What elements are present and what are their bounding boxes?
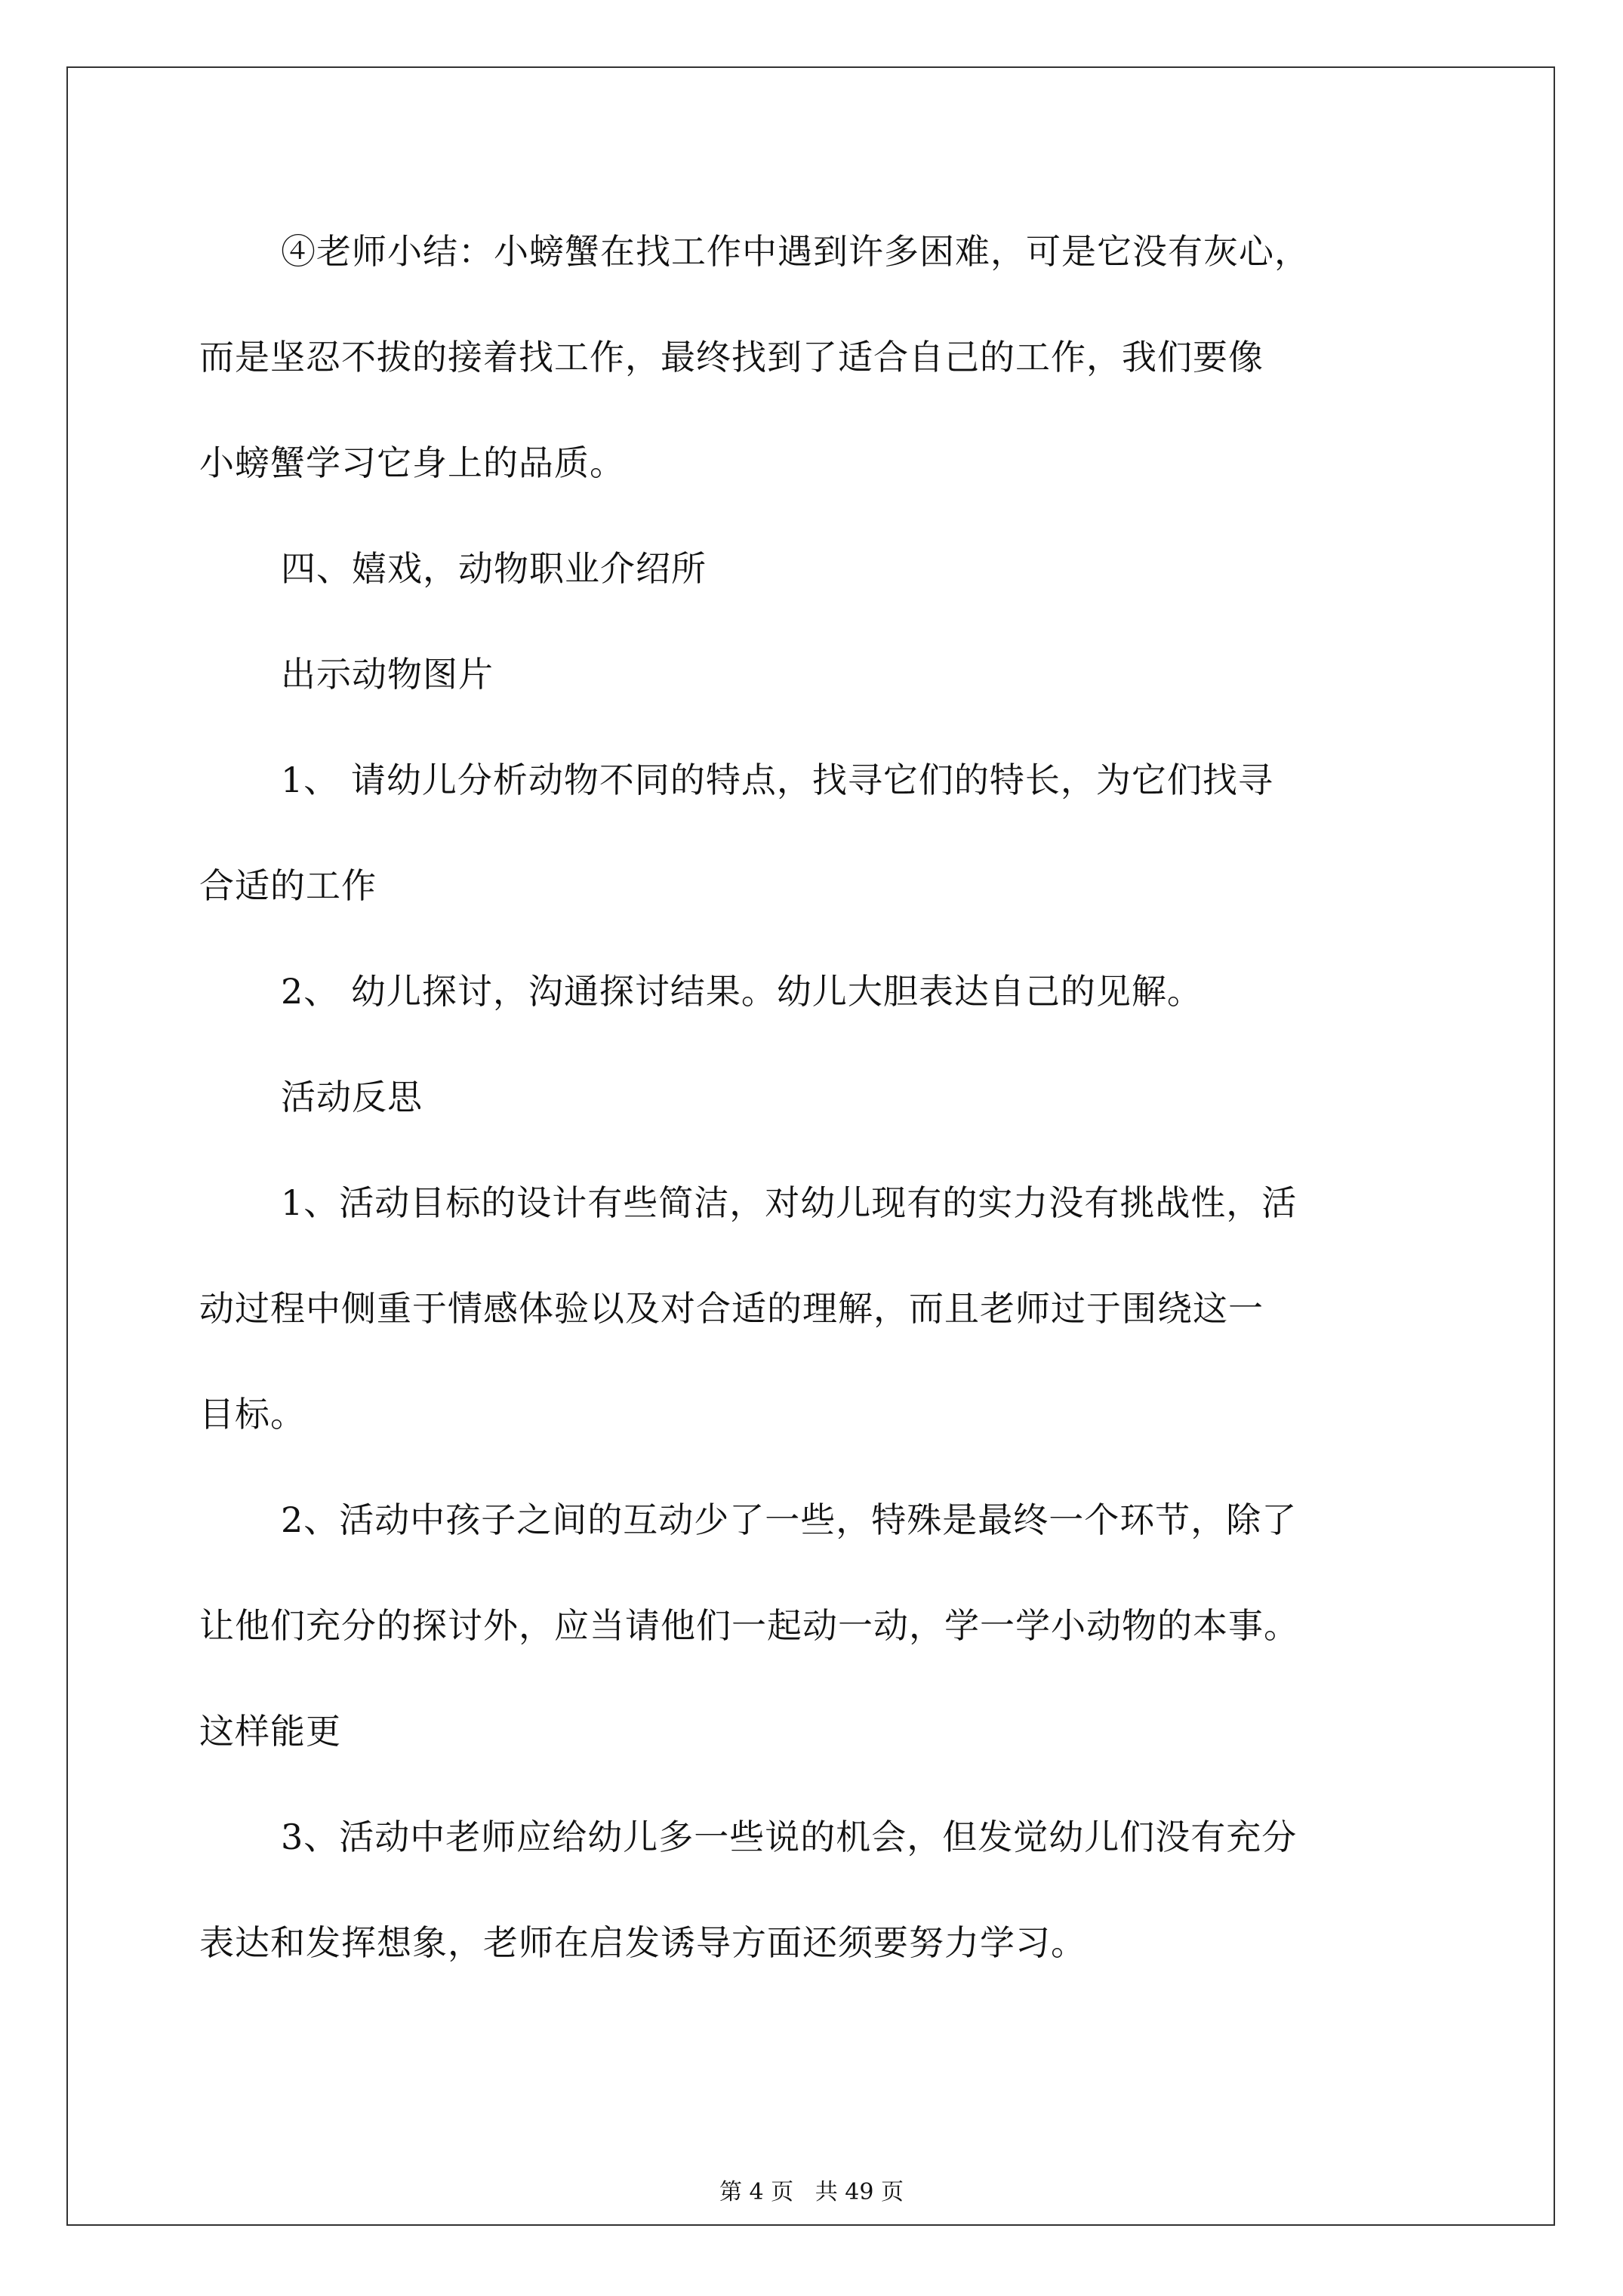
page-number-footer: 第 4 页 共 49 页: [719, 2179, 904, 2205]
list-item: 2、活动中孩子之间的互动少了一些，特殊是最终一个环节，除了: [281, 1499, 1298, 1540]
text-line: 小螃蟹学习它身上的品质。: [199, 442, 625, 483]
text-line: 这样能更: [199, 1711, 341, 1752]
text-line: 而是坚忍不拔的接着找工作，最终找到了适合自己的工作，我们要像: [199, 337, 1264, 378]
text-line: 表达和发挥想象，老师在启发诱导方面还须要努力学习。: [199, 1922, 1086, 1963]
page-border: [66, 66, 1555, 2226]
text-line: ④老师小结：小螃蟹在找工作中遇到许多困难，可是它没有灰心，: [281, 231, 1310, 272]
list-item: 1、活动目标的设计有些简洁，对幼儿现有的实力没有挑战性，活: [281, 1182, 1298, 1223]
text-line: 合适的工作: [199, 865, 377, 906]
section-heading: 活动反思: [281, 1077, 423, 1117]
list-item: 2、 幼儿探讨，沟通探讨结果。幼儿大胆表达自己的见解。: [281, 971, 1203, 1012]
section-heading: 四、嬉戏，动物职业介绍所: [281, 548, 707, 589]
list-item: 1、 请幼儿分析动物不同的特点，找寻它们的特长，为它们找寻: [281, 760, 1273, 800]
text-line: 出示动物图片: [281, 654, 494, 695]
list-item: 3、活动中老师应给幼儿多一些说的机会，但发觉幼儿们没有充分: [281, 1817, 1298, 1857]
text-line: 让他们充分的探讨外，应当请他们一起动一动，学一学小动物的本事。: [199, 1605, 1299, 1646]
text-line: 目标。: [199, 1394, 306, 1435]
text-line: 动过程中侧重于情感体验以及对合适的理解，而且老师过于围绕这一: [199, 1288, 1264, 1329]
